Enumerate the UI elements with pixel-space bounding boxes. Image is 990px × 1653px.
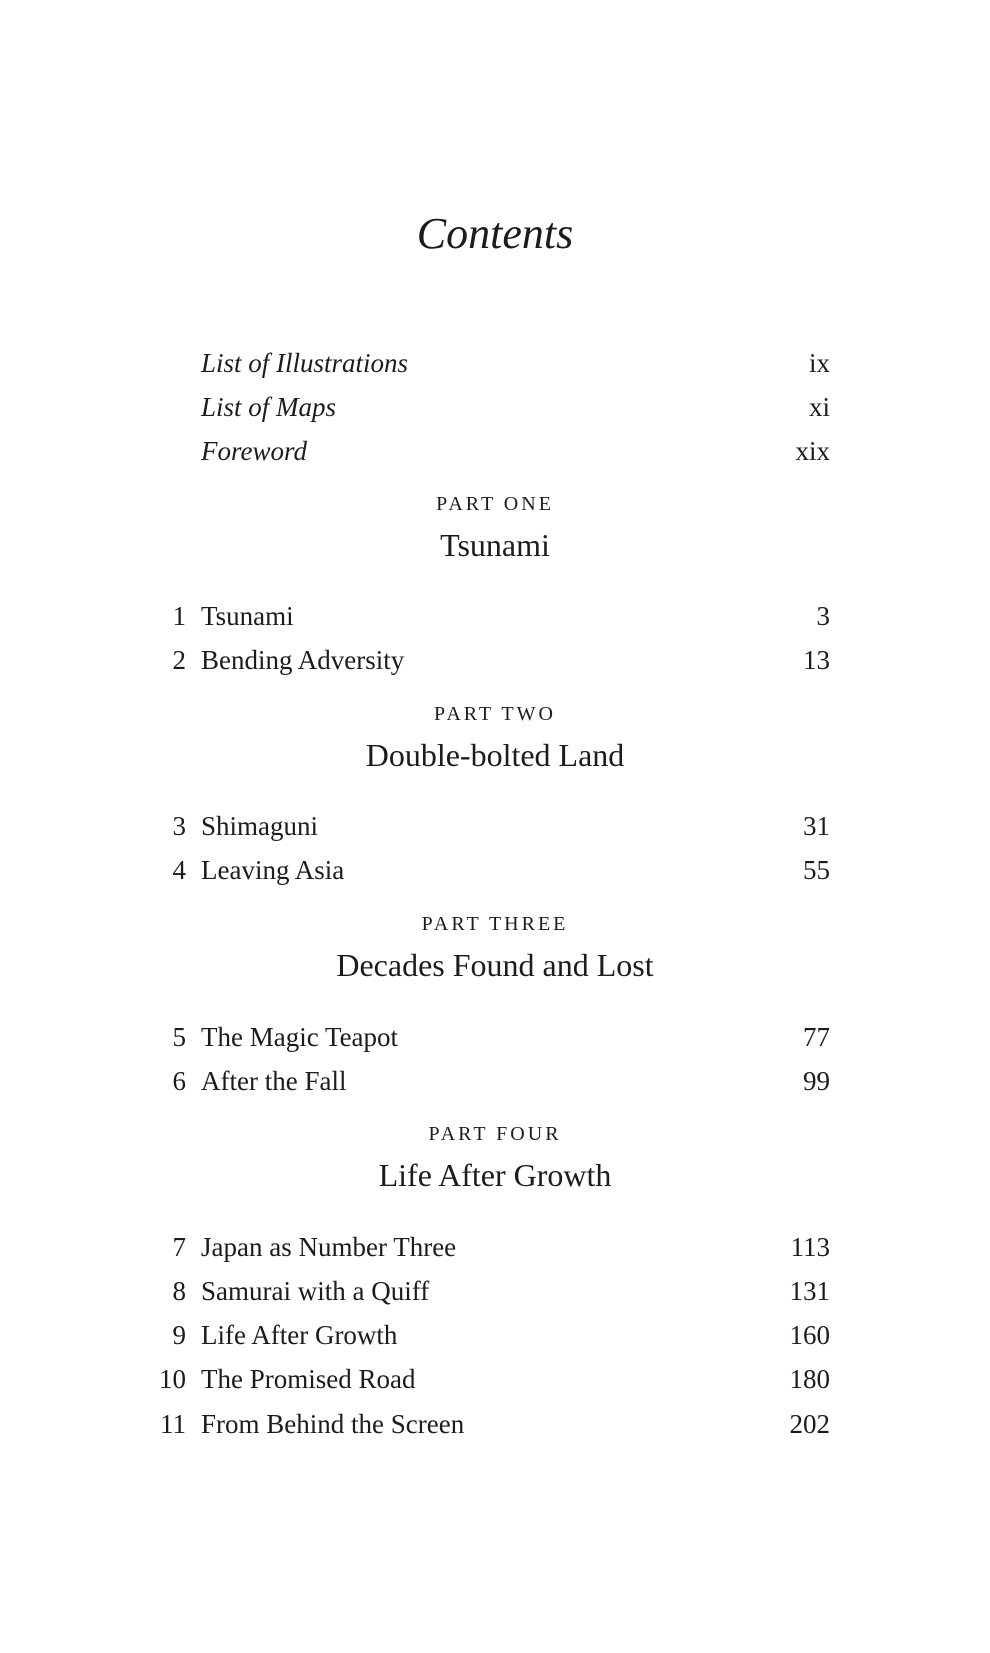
front-matter-label: List of Maps <box>201 392 337 422</box>
part-one-label: PART ONE <box>436 493 554 515</box>
page-title: Contents <box>416 209 574 258</box>
chapter-title: Leaving Asia <box>201 855 345 885</box>
front-matter-foreword[interactable] <box>150 431 830 471</box>
chapter-number: 5 <box>172 1022 186 1052</box>
part-two-label: PART TWO <box>434 703 556 725</box>
chapter-title: The Promised Road <box>201 1364 416 1394</box>
chapter-page: 77 <box>803 1022 830 1052</box>
chapter-4[interactable] <box>150 850 830 890</box>
chapter-5[interactable] <box>150 1017 830 1057</box>
chapter-page: 99 <box>803 1066 830 1096</box>
chapter-7[interactable] <box>150 1227 830 1267</box>
front-matter-page: xix <box>795 436 830 466</box>
chapter-page: 31 <box>803 811 830 841</box>
chapter-number: 4 <box>172 855 186 885</box>
front-matter-label: Foreword <box>201 436 307 466</box>
chapter-title: The Magic Teapot <box>201 1022 399 1052</box>
chapter-page: 55 <box>803 855 830 885</box>
front-matter-page: ix <box>808 348 830 378</box>
chapter-page: 160 <box>789 1320 830 1350</box>
chapter-10[interactable] <box>150 1359 830 1399</box>
chapter-title: Life After Growth <box>201 1320 398 1350</box>
chapter-title: Samurai with a Quiff <box>201 1276 430 1306</box>
chapter-number: 7 <box>172 1232 186 1262</box>
front-matter-page: xi <box>808 392 830 422</box>
chapter-page: 180 <box>789 1364 830 1394</box>
chapter-2[interactable] <box>150 640 830 680</box>
part-two-title: Double-bolted Land <box>365 737 625 773</box>
chapter-number: 1 <box>172 601 186 631</box>
chapter-number: 3 <box>172 811 186 841</box>
chapter-page: 131 <box>789 1276 830 1306</box>
part-three-label: PART THREE <box>421 913 569 935</box>
front-matter-label: List of Illustrations <box>201 348 409 378</box>
chapter-title: Bending Adversity <box>201 645 405 675</box>
chapter-6[interactable] <box>150 1061 830 1101</box>
chapter-3[interactable] <box>150 806 830 846</box>
part-four-title: Life After Growth <box>378 1157 612 1193</box>
front-matter-maps[interactable] <box>150 387 830 427</box>
chapter-title: Tsunami <box>201 601 294 631</box>
part-three-title: Decades Found and Lost <box>336 947 654 983</box>
chapter-number: 11 <box>160 1409 186 1439</box>
chapter-title: From Behind the Screen <box>201 1409 465 1439</box>
chapter-page: 13 <box>803 645 830 675</box>
front-matter-illustrations[interactable] <box>150 343 830 383</box>
chapter-title: Japan as Number Three <box>201 1232 457 1262</box>
chapter-page: 202 <box>789 1409 830 1439</box>
chapter-number: 2 <box>172 645 186 675</box>
chapter-8[interactable] <box>150 1271 830 1311</box>
chapter-number: 6 <box>172 1066 186 1096</box>
chapter-number: 10 <box>159 1364 186 1394</box>
chapter-page: 3 <box>816 601 830 631</box>
chapter-number: 8 <box>172 1276 186 1306</box>
chapter-page: 113 <box>790 1232 830 1262</box>
chapter-9[interactable] <box>150 1315 830 1355</box>
chapter-number: 9 <box>172 1320 186 1350</box>
part-four-label: PART FOUR <box>428 1123 562 1145</box>
part-one-title: Tsunami <box>440 527 550 563</box>
chapter-1[interactable] <box>150 596 830 636</box>
chapter-title: After the Fall <box>201 1066 347 1096</box>
chapter-11[interactable] <box>150 1404 830 1444</box>
chapter-title: Shimaguni <box>201 811 319 841</box>
